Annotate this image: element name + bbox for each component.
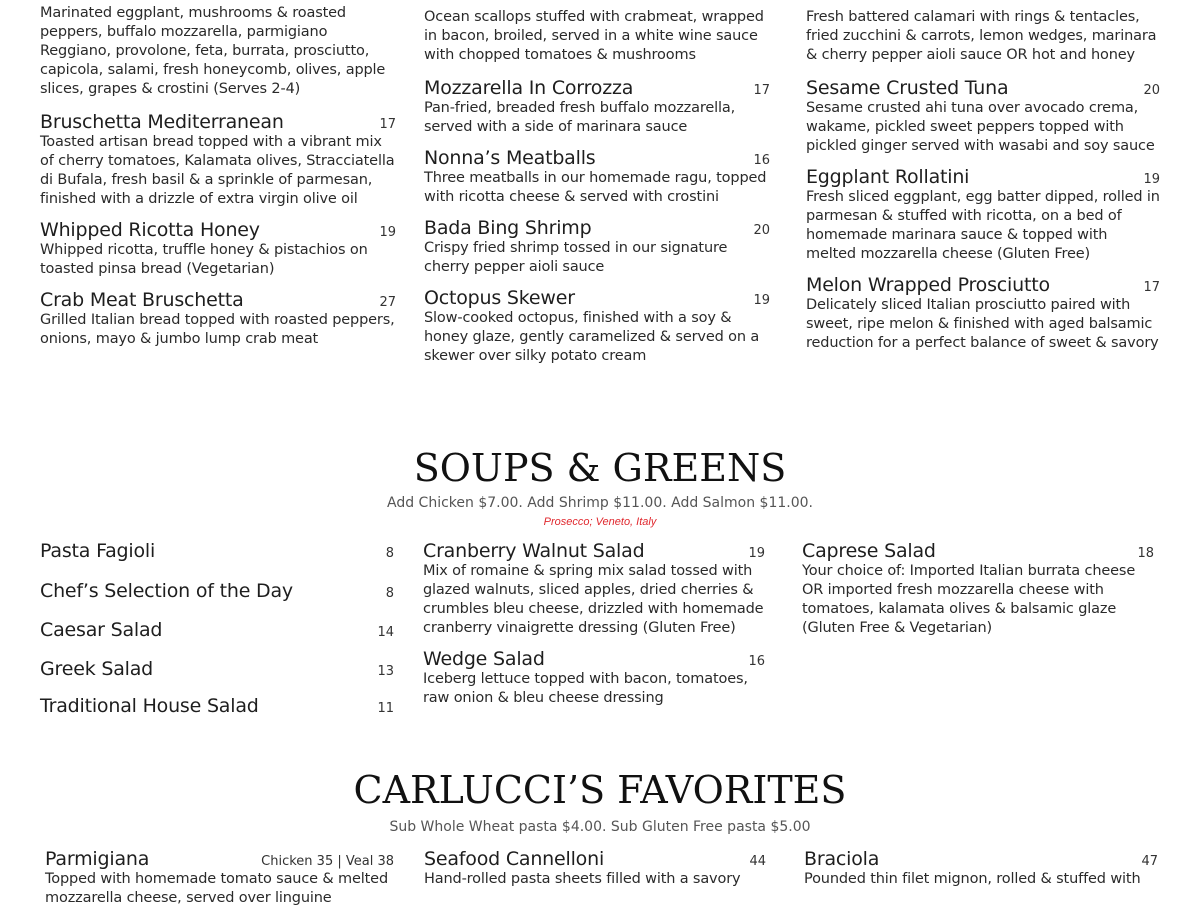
item-price: 19: [379, 225, 396, 240]
item-price: 17: [1143, 280, 1160, 295]
item-description: Fresh sliced eggplant, egg batter dipped, rolled in parmesan & stuffed with ricotta, on a bed of homemade marinara sauce & topped with melted mozzarella cheese (Gluten Free): [806, 189, 1160, 262]
item-name: Nonna’s Meatballs: [424, 147, 596, 169]
item-name: Whipped Ricotta Honey: [40, 219, 260, 241]
item-price: 19: [753, 293, 770, 308]
item-description: Iceberg lettuce topped with bacon, tomatoes, raw onion & bleu cheese dressing: [423, 671, 748, 706]
item-name: Wedge Salad: [423, 648, 545, 670]
item-name: Mozzarella In Corrozza: [424, 77, 634, 99]
menu-item: [424, 217, 770, 277]
item-name: Eggplant Rollatini: [806, 166, 970, 188]
item-price: 8: [385, 586, 394, 601]
favorites-column-3: [804, 848, 1158, 899]
menu-item: [806, 166, 1160, 264]
item-description: Crispy fried shrimp tossed in our signature cherry pepper aioli sauce: [424, 240, 728, 275]
item-name: Greek Salad: [40, 658, 154, 680]
item-description: Slow-cooked octopus, finished with a soy & honey glaze, gently caramelized & served on a skewer over silky potato cream: [424, 310, 760, 364]
menu-item: [423, 540, 765, 638]
item-name: Parmigiana: [45, 848, 150, 870]
item-name: Bada Bing Shrimp: [424, 217, 592, 239]
item-price: 14: [377, 625, 394, 640]
appetizers-column-1: [40, 4, 396, 359]
item-price: 47: [1141, 854, 1158, 869]
item-name: Traditional House Salad: [40, 695, 259, 717]
menu-item: [802, 540, 1154, 638]
item-price: 13: [377, 664, 394, 679]
menu-item: [424, 848, 766, 889]
item-price: 19: [748, 546, 765, 561]
menu-item: [40, 219, 396, 279]
section-note-soups: Add Chicken $7.00. Add Shrimp $11.00. Add Salmon $11.00.: [386, 495, 813, 511]
item-price: 20: [1143, 83, 1160, 98]
menu-item: [804, 848, 1158, 889]
item-description: Delicately sliced Italian prosciutto paired with sweet, ripe melon & finished with aged balsamic reduction for a perfect balance of sweet & savory: [806, 297, 1159, 351]
soups-column-1: [40, 540, 394, 732]
item-description: Pan-fried, breaded fresh buffalo mozzarella, served with a side of marinara sauce: [424, 100, 736, 135]
item-price: 44: [749, 854, 766, 869]
menu-item: [806, 77, 1160, 156]
item-description: Sesame crusted ahi tuna over avocado crema, wakame, pickled sweet peppers topped with pickled ginger served with wasabi and soy sauce: [806, 100, 1155, 154]
item-name: Octopus Skewer: [424, 287, 575, 309]
menu-item: [40, 540, 394, 580]
favorites-column-1: [45, 848, 394, 918]
item-description: Hand-rolled pasta sheets filled with a savory: [424, 871, 741, 887]
section-note-favorites: Sub Whole Wheat pasta $4.00. Sub Gluten Free pasta $5.00: [389, 819, 811, 835]
item-price: 17: [379, 117, 396, 132]
menu-item: [40, 658, 394, 695]
appetizers-column-2: [424, 8, 770, 376]
item-description: Mix of romaine & spring mix salad tossed with glazed walnuts, sliced apples, dried cherries & crumbles bleu cheese, drizzled with homemade cranberry vinaigrette dressing (Gluten Free): [423, 563, 764, 636]
menu-item: [424, 147, 770, 207]
menu-item: [45, 848, 394, 908]
item-description: Toasted artisan bread topped with a vibrant mix of cherry tomatoes, Kalamata olives, Stracciatella di Bufala, fresh basil & a sprinkle of parmesan, finished with a drizzle of extra virgin olive oil: [40, 134, 395, 207]
section-title-favorites: CARLUCCI’S FAVORITES: [353, 768, 847, 812]
item-description: Fresh battered calamari with rings & tentacles, fried zucchini & carrots, lemon wedges, marinara & cherry pepper aioli sauce OR hot and honey: [806, 9, 1157, 63]
item-description: Topped with homemade tomato sauce & melted mozzarella cheese, served over linguine: [45, 871, 388, 906]
item-price: 19: [1143, 172, 1160, 187]
item-price: 16: [753, 153, 770, 168]
item-price: 8: [385, 546, 394, 561]
item-description: Pounded thin filet mignon, rolled & stuffed with: [804, 871, 1141, 887]
item-description: Your choice of: Imported Italian burrata cheese OR imported fresh mozzarella cheese with tomatoes, kalamata olives & balsamic glaze (Gluten Free & Vegetarian): [802, 563, 1136, 636]
menu-item: [40, 289, 396, 349]
item-name: Chef’s Selection of the Day: [40, 580, 293, 602]
menu-item: [806, 274, 1160, 353]
item-name: Sesame Crusted Tuna: [806, 77, 1009, 99]
section-title-soups: SOUPS & GREENS: [413, 446, 787, 490]
menu-item: [40, 111, 396, 209]
item-description: Marinated eggplant, mushrooms & roasted peppers, buffalo mozzarella, parmigiano Reggiano, provolone, feta, burrata, prosciutto, capicola, salami, fresh honeycomb, olives, apple slices, grapes & crostini (Serves 2-4): [40, 5, 386, 97]
item-name: Pasta Fagioli: [40, 540, 156, 562]
item-name: Crab Meat Bruschetta: [40, 289, 244, 311]
item-description: Ocean scallops stuffed with crabmeat, wrapped in bacon, broiled, served in a white wine sauce with chopped tomatoes & mushrooms: [424, 9, 764, 63]
item-name: Melon Wrapped Prosciutto: [806, 274, 1050, 296]
menu-item: [424, 287, 770, 366]
item-name: Cranberry Walnut Salad: [423, 540, 645, 562]
item-description: Whipped ricotta, truffle honey & pistachios on toasted pinsa bread (Vegetarian): [40, 242, 368, 277]
item-description: Three meatballs in our homemade ragu, topped with ricotta cheese & served with crostini: [424, 170, 767, 205]
item-name: Braciola: [804, 848, 880, 870]
item-name: Bruschetta Mediterranean: [40, 111, 284, 133]
item-name: Seafood Cannelloni: [424, 848, 605, 870]
favorites-column-2: [424, 848, 766, 899]
item-price: 11: [377, 701, 394, 716]
menu-item: [423, 648, 765, 708]
item-name: Caesar Salad: [40, 619, 163, 641]
item-name: Caprese Salad: [802, 540, 936, 562]
item-price: 27: [379, 295, 396, 310]
item-price: Chicken 35 | Veal 38: [261, 854, 394, 869]
item-price: 18: [1137, 546, 1154, 561]
item-price: 16: [748, 654, 765, 669]
menu-item: [40, 695, 394, 732]
section-red-note: Prosecco; Veneto, Italy: [543, 516, 657, 528]
item-description: Grilled Italian bread topped with roasted peppers, onions, mayo & jumbo lump crab meat: [40, 312, 395, 347]
menu-item: [40, 619, 394, 658]
menu-item: [40, 580, 394, 619]
menu-item: [424, 77, 770, 137]
soups-column-3: [802, 540, 1154, 648]
soups-column-2: [423, 540, 765, 718]
appetizers-column-3: [806, 8, 1160, 363]
item-price: 20: [753, 223, 770, 238]
item-price: 17: [753, 83, 770, 98]
